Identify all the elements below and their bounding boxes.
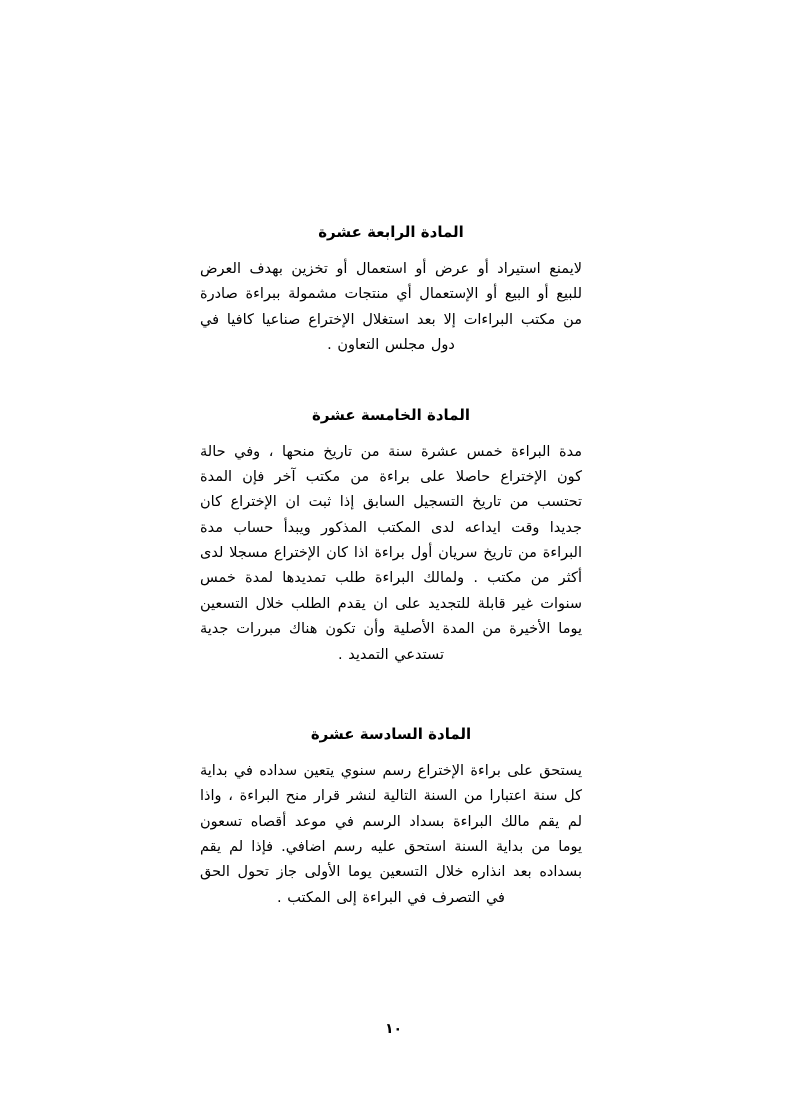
article-fifteen bbox=[200, 405, 582, 668]
article-fourteen-title: المادة الرابعة عشرة bbox=[318, 223, 464, 241]
article-fourteen bbox=[200, 222, 582, 359]
document-content bbox=[200, 222, 582, 911]
page-number: ١٠ bbox=[384, 1021, 403, 1037]
article-sixteen bbox=[200, 724, 582, 911]
article-fourteen-body: لايمنع استيراد أو عرض أو استعمال أو تخزين بهدف العرض للبيع أو البيع أو الإستعمال أي منتجات مشمولة ببراءة صادرة من مكتب البراءات إلا بعد استغلال الإختراع صناعيا كافيا في دول مجلس التعاون . bbox=[200, 261, 582, 354]
article-sixteen-title: المادة السادسة عشرة bbox=[310, 724, 472, 743]
article-fifteen-title: المادة الخامسة عشرة bbox=[311, 405, 471, 424]
article-spacer-two bbox=[200, 668, 582, 724]
article-spacer-one bbox=[200, 359, 582, 405]
article-sixteen-body: يستحق على براءة الإختراع رسم سنوي يتعين سداده في بداية كل سنة اعتبارا من السنة التالية لنشر قرار منح البراءة ، واذا لم يقم مالك البراءة بسداد الرسم في موعد أقصاه تسعون يوما من بداية السنة استحق عليه رسم اضافي. فإذا لم يقم بسداده بعد انذاره خلال التسعين يوما الأولى جاز تحول الحق في التصرف في البراءة إلى المكتب . bbox=[200, 762, 582, 906]
article-fifteen-body: مدة البراءة خمس عشرة سنة من تاريخ منحها ، وفي حالة كون الإختراع حاصلا على براءة من مكتب آخر فإن المدة تحتسب من تاريخ التسجيل السابق إذا ثبت ان الإختراع كان جديدا وقت ايداعه لدى المكتب المذكور ويبدأ حساب مدة البراءة من تاريخ سريان أول براءة اذا كان الإختراع مسجلا لدى أكثر من مكتب . ولمالك البراءة طلب تمديدها لمدة خمس سنوات غير قابلة للتجديد على ان يقدم الطلب خلال التسعين يوما الأخيرة من المدة الأصلية وأن تكون هناك مبررات جدية تستدعي التمديد . bbox=[200, 443, 582, 663]
